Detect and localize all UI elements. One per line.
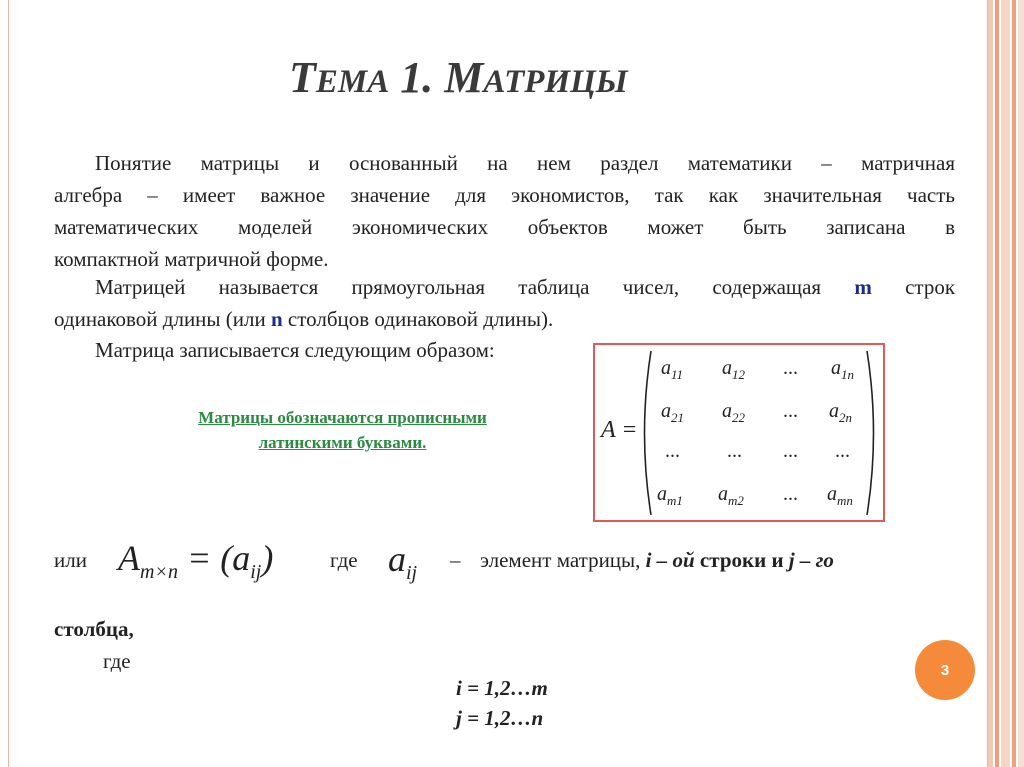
formula-close: ) (261, 538, 274, 578)
j-range: j = 1,2…n (456, 706, 544, 730)
text-fragment: Матрицей называется прямоугольная таблица чисел, содержащая (95, 275, 822, 299)
note-line: Матрицы обозначаются прописными (198, 408, 487, 427)
aij-symbol (388, 538, 417, 585)
m-variable: m (854, 275, 872, 299)
text-fragment: одинаковой длины (или (54, 307, 266, 331)
formula-size: m×n (140, 561, 178, 584)
right-border-stripe (1012, 0, 1016, 767)
matrix-formula (118, 537, 273, 584)
definition-paragraph (54, 271, 955, 335)
i-index: i – ой (645, 548, 695, 572)
i-range: i = 1,2…m (456, 676, 548, 700)
right-paren-icon (863, 348, 883, 518)
matrix-cell: $a_{2n}$ (829, 400, 852, 425)
matrix-cell: $a_{m1}$ (657, 483, 683, 508)
matrix-cell: ... (835, 440, 850, 462)
matrix-cell: ... (783, 357, 798, 379)
matrix-cell: $a_{22}$ (722, 400, 745, 425)
matrix-box (593, 343, 885, 522)
intro-paragraph (54, 147, 955, 275)
right-border-stripe (1001, 0, 1010, 767)
title-cap: М (444, 53, 484, 102)
matrix-cell: ... (783, 440, 798, 462)
matrix-cell: $a_{1n}$ (831, 357, 854, 382)
title-number: 1. (400, 53, 434, 102)
matrix-cell: $a_{m2}$ (718, 483, 744, 508)
right-border-stripe (995, 0, 999, 767)
text-line (54, 271, 955, 303)
or-word: или (54, 548, 87, 572)
matrix-cell: $a_{11}$ (661, 357, 684, 382)
title-smallcaps: ЕМА (315, 64, 390, 100)
matrix-cell: $a_{mn}$ (827, 483, 853, 508)
left-paren-icon (635, 348, 655, 518)
element-definition (480, 548, 834, 573)
matrix-cell: ... (783, 483, 798, 505)
formula-rhs: = (a (186, 538, 251, 578)
title-cap: Т (289, 53, 316, 102)
text-fragment: строк (905, 275, 956, 299)
matrix-label: A = (601, 417, 638, 443)
n-variable: n (270, 307, 283, 331)
text-line: алгебра – имеет важное значение для экономистов, так как значительная часть (54, 183, 955, 207)
where-word-2: где (103, 649, 131, 673)
aij-sub: ij (406, 562, 418, 585)
matrix-cell: $a_{12}$ (722, 357, 745, 382)
text-line (54, 303, 955, 335)
text-fragment: элемент матрицы, (480, 548, 641, 572)
text-line: Понятие матрицы и основанный на нем раздел математики – матричная (95, 151, 955, 175)
text-line: математических моделей экономических объектов может быть записана в (54, 215, 955, 239)
slide-title (289, 52, 628, 103)
right-border-stripe (1018, 0, 1024, 767)
aij-letter: a (388, 539, 406, 579)
where-word: где (330, 548, 358, 572)
matrix-cell: ... (727, 440, 742, 462)
j-index: j – го (788, 548, 834, 572)
matrix-intro-text: Матрица записывается следующим образом: (95, 338, 495, 362)
formula-A: A (118, 538, 140, 578)
text-fragment: столбцов одинаковой длины). (287, 307, 554, 331)
note-line: латинскими буквами. (258, 433, 427, 452)
page-number-badge: 3 (915, 640, 975, 700)
column-word: столбца, (54, 617, 134, 641)
text-line: компактной матричной форме. (54, 247, 329, 271)
matrix-cell: $a_{21}$ (661, 400, 684, 425)
matrix-cell: ... (783, 400, 798, 422)
dash: – (450, 548, 461, 572)
capital-letters-note (160, 405, 525, 455)
right-border-stripe (988, 0, 993, 767)
title-smallcaps: АТРИЦЫ (483, 64, 628, 100)
formula-rhs-sub: ij (250, 561, 262, 584)
text-fragment: строки и (699, 548, 784, 572)
matrix-cell: ... (665, 440, 680, 462)
